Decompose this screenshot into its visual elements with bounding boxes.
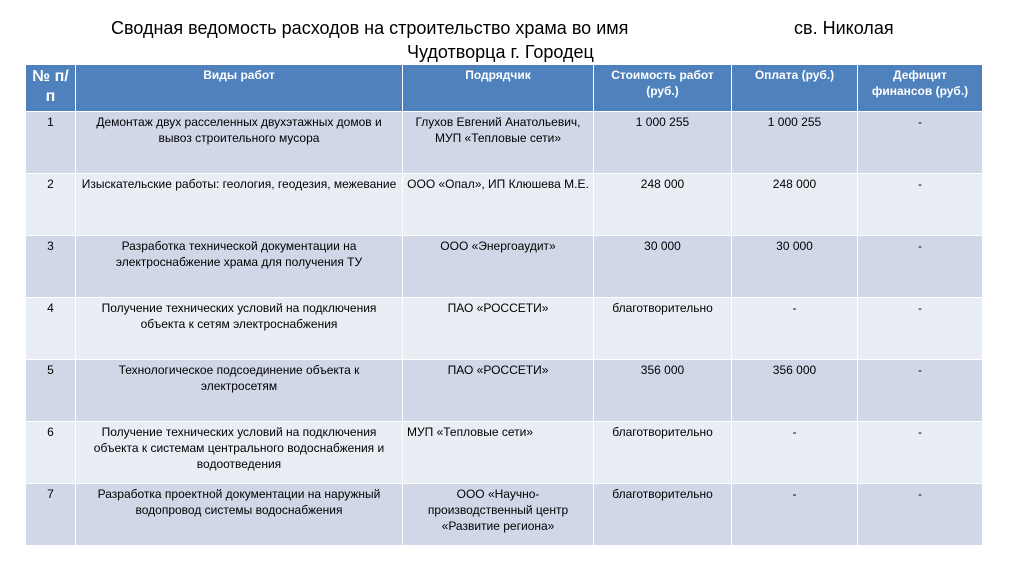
table-row [26,360,983,422]
cell-contractor: ПАО «РОССЕТИ» [403,298,594,360]
expenses-table [25,64,983,546]
cell-work: Получение технических условий на подключения объекта к системам центрального водоснабжения и водоотведения [76,422,403,484]
cell-num: 2 [26,174,76,236]
cell-num: 6 [26,422,76,484]
cell-cost: 248 000 [594,174,732,236]
cell-contractor: ООО «Опал», ИП Клюшева М.Е. [403,174,594,236]
cell-work: Технологическое подсоединение объекта к электросетям [76,360,403,422]
cell-contractor: ООО «Научно-производственный центр «Развитие региона» [403,484,594,546]
cell-cost: 1 000 255 [594,112,732,174]
cell-paid: 30 000 [732,236,858,298]
title-line1-left: Сводная ведомость расходов на строительство храма во имя [111,18,629,38]
cell-deficit: - [858,298,983,360]
cell-deficit: - [858,174,983,236]
cell-num: 1 [26,112,76,174]
cell-contractor: МУП «Тепловые сети» [403,422,594,484]
cell-num: 3 [26,236,76,298]
title-line1-right: св. Николая [794,18,894,38]
cell-deficit: - [858,236,983,298]
cell-paid: - [732,422,858,484]
cell-num: 4 [26,298,76,360]
table-row [26,298,983,360]
title-line2: Чудотворца г. Городец [407,42,594,62]
cell-cost: благотворительно [594,484,732,546]
header-work: Виды работ [76,65,403,112]
cell-cost: 30 000 [594,236,732,298]
header-contractor: Подрядчик [403,65,594,112]
cell-cost: благотворительно [594,298,732,360]
cell-deficit: - [858,484,983,546]
cell-cost: благотворительно [594,422,732,484]
cell-deficit: - [858,422,983,484]
table-row [26,422,983,484]
cell-contractor: ООО «Энергоаудит» [403,236,594,298]
table-row [26,236,983,298]
cell-deficit: - [858,112,983,174]
cell-work: Разработка технической документации на электроснабжение храма для получения ТУ [76,236,403,298]
cell-paid: 356 000 [732,360,858,422]
cell-deficit: - [858,360,983,422]
table-row [26,174,983,236]
cell-paid: 1 000 255 [732,112,858,174]
header-cost: Стоимость работ (руб.) [594,65,732,112]
header-num: № п/п [26,65,76,112]
table-row [26,112,983,174]
cell-cost: 356 000 [594,360,732,422]
cell-paid: - [732,298,858,360]
cell-paid: - [732,484,858,546]
header-paid: Оплата (руб.) [732,65,858,112]
cell-work: Изыскательские работы: геология, геодезия, межевание [76,174,403,236]
cell-contractor: Глухов Евгений Анатольевич, МУП «Тепловые сети» [403,112,594,174]
table-header-row [26,65,983,112]
cell-num: 7 [26,484,76,546]
cell-work: Получение технических условий на подключения объекта к сетям электроснабжения [76,298,403,360]
cell-num: 5 [26,360,76,422]
cell-work: Демонтаж двух расселенных двухэтажных домов и вывоз строительного мусора [76,112,403,174]
table-row [26,484,983,546]
cell-work: Разработка проектной документации на наружный водопровод системы водоснабжения [76,484,403,546]
header-deficit: Дефицит финансов (руб.) [858,65,983,112]
cell-paid: 248 000 [732,174,858,236]
cell-contractor: ПАО «РОССЕТИ» [403,360,594,422]
